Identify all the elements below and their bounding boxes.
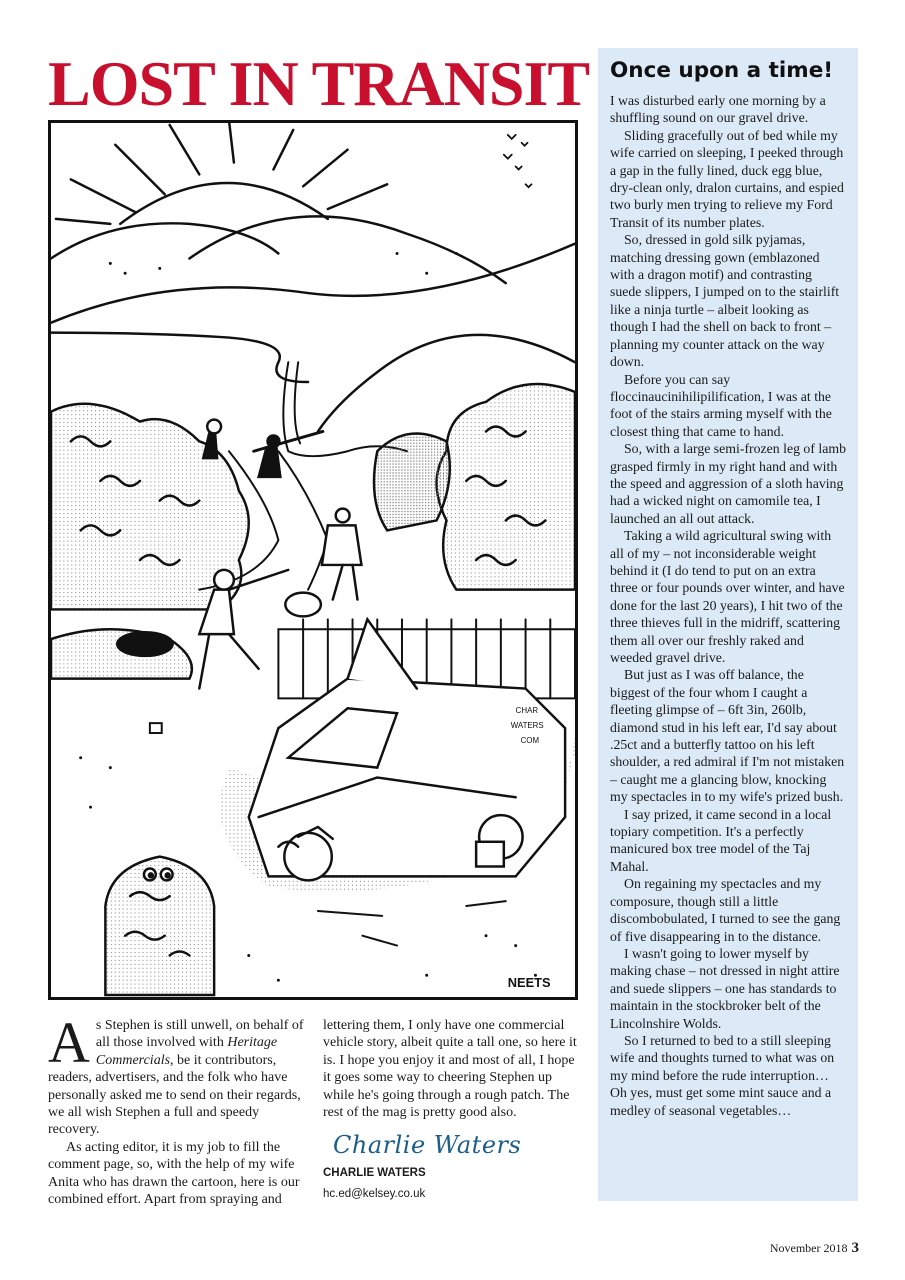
editorial-column-1 [48, 1010, 312, 1208]
van-lettering-3: COM [520, 735, 540, 745]
page-number: 3 [851, 1240, 859, 1256]
story-paragraph: Sliding gracefully out of bed while my wife carried on sleeping, I peeked through a gap in the fully lined, duck egg blue, dry-clean only, dralon curtains, and espied two burly men trying to relieve my Ford Transit of its number plates. [610, 127, 844, 230]
story-paragraph: Taking a wild agricultural swing with all of my – not inconsiderable weight behind it (I do tend to put on an extra three or four pounds over winter, and have done for the last 20 years), I hit two of the three thieves full in the midriff, scattering them all over our freshly raked and weeded gravel drive. [610, 528, 845, 665]
birds-drawing [504, 135, 532, 187]
editor-signature: Charlie Waters [333, 1131, 522, 1160]
van-lettering-1: CHAR [515, 706, 539, 716]
story-paragraph: So I returned to bed to a still sleeping wife and thoughts turned to what was on my mind before the rude interruption… Oh yes, must get some mint sauce and a medley of seasonal vegetables… [610, 1032, 835, 1118]
story-paragraph: I was disturbed early one morning by a shuffling sound on our gravel drive. [610, 93, 826, 126]
story-paragraph: I wasn't going to lower myself by making chase – not dressed in night attire and suede slippers – one has standards to maintain in the stockbroker belt of the Lincolnshire Wolds. [610, 945, 840, 1031]
story-paragraph: So, dressed in gold silk pyjamas, matching dressing gown (emblazoned with a dragon motif) and contrasting suede slippers, I jumped on to the stairlift like a ninja turtle – albeit looking as though I had the shell on back to front – planning my counter attack on the way down. [610, 232, 840, 370]
story-paragraph: On regaining my spectacles and my composure, though still a little discombobulated, I turned to see the gang of five disappearing in to the distance. [610, 876, 841, 944]
sidebar-story-box [598, 48, 858, 1201]
drop-cap: A [48, 1010, 90, 1075]
story-paragraph: But just as I was off balance, the biggest of the four whom I caught a fleeting glimpse of – 6ft 3in, 260lb, diamond stud in his left ear, I'd say about .25ct and a butterfly tattoo on his left shoulder, a red admiral if I'm not mistaken – caught me a glancing blow, knocking my spectacles in to my wife's prized bush. [610, 667, 845, 805]
van-lettering-2: WATERS [510, 721, 544, 731]
editorial-paragraph-3: lettering them, I only have one commercial vehicle story, albeit quite a tall one, so here it is. I hope you enjoy it and most of all, I hope it goes some way to cheering Stephen up while he's going through a rough patch. The rest of the mag is pretty good also. [323, 1018, 577, 1121]
page-footer [770, 1240, 859, 1257]
editor-email[interactable]: hc.ed@kelsey.co.uk [323, 1188, 426, 1201]
editorial-column-2 [323, 1017, 583, 1204]
issue-date: November 2018 [769, 1241, 848, 1255]
headline: LOST IN TRANSIT [48, 48, 590, 119]
sidebar-story [610, 92, 846, 1119]
sidebar-title: Once upon a time! [610, 58, 834, 83]
cartoon-illustration [48, 120, 578, 1000]
story-paragraph: Before you can say floccinaucinihilipilification, I was at the foot of the stairs arming myself with the closest thing that came to hand. [610, 371, 832, 439]
story-paragraph: I say prized, it came second in a local topiary competition. It's a perfectly manicured box tree model of the Taj Mahal. [610, 806, 832, 874]
cartoonist-signature: NEETS [507, 975, 551, 991]
sun-drawing [56, 123, 387, 224]
story-paragraph: So, with a large semi-frozen leg of lamb grasped firmly in my right hand and with the speed and aggression of a sloth having had a wicked night on camomile tea, I launched an all out attack. [610, 441, 846, 526]
trees-right-drawing [374, 384, 575, 590]
editor-name: CHARLIE WATERS [323, 1166, 426, 1179]
topiary-bush-drawing [105, 857, 214, 995]
editorial-paragraph-2: As acting editor, it is my job to fill the comment page, so, with the help of my wife Anita who has drawn the cartoon, here is our combined effort. Apart from spraying and [48, 1139, 300, 1208]
editorial-paragraph-1: As Stephen is still unwell, on behalf of all those involved with Heritage Commercials, be it contributors, readers, advertisers, and the folk who have personally asked me to send on their regards, we all wish Stephen a full and speedy recovery. [48, 1010, 304, 1138]
